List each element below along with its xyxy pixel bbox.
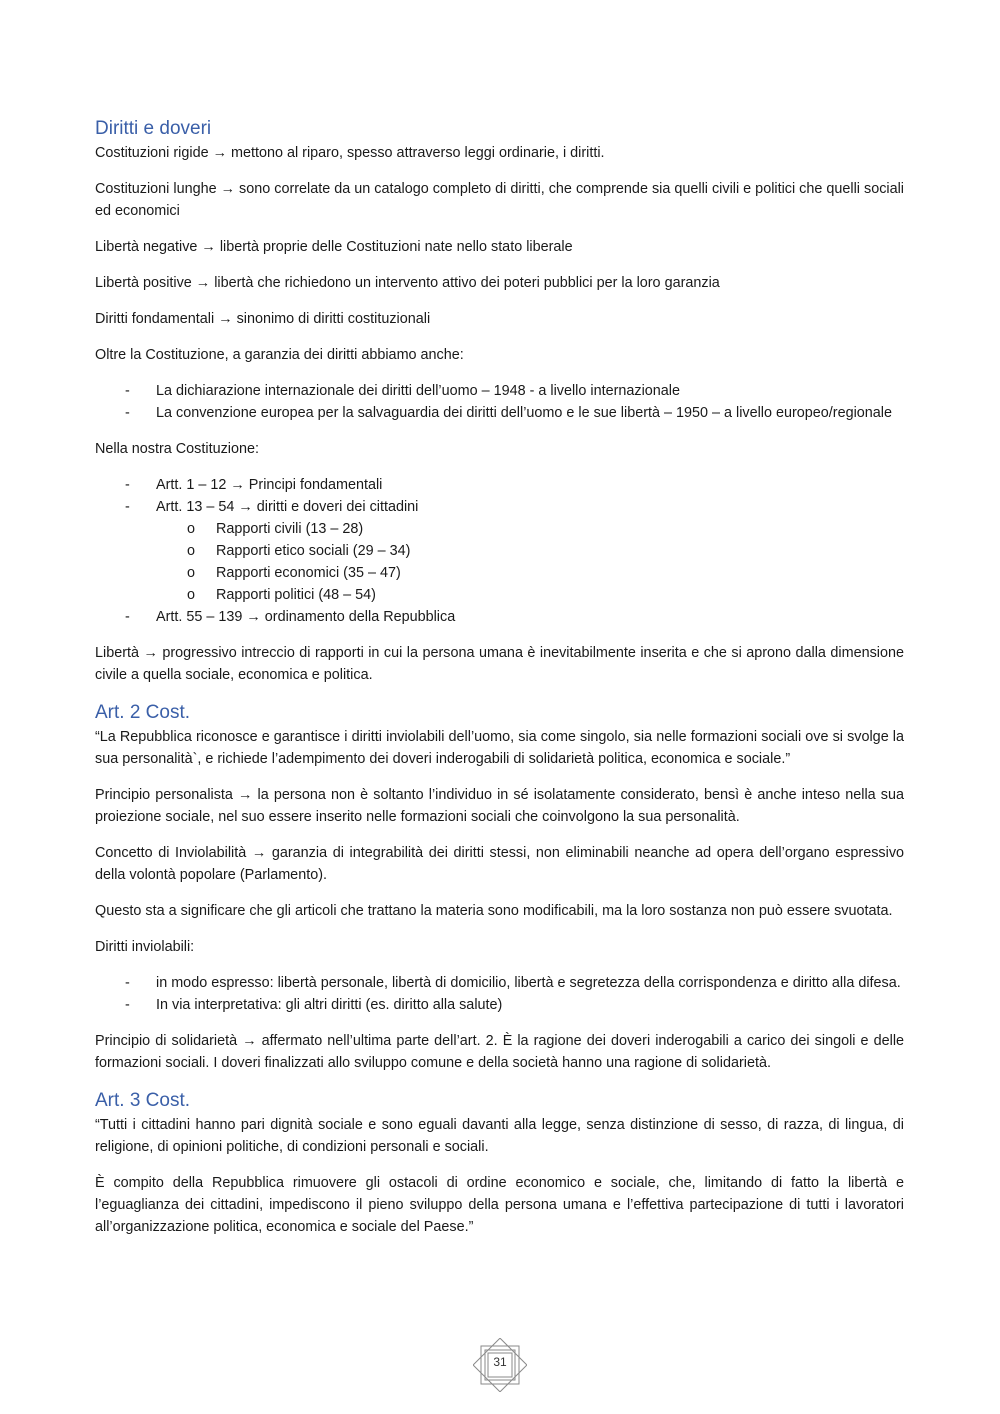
section-heading-art-2: Art. 2 Cost. xyxy=(95,702,191,723)
list-diritti-inviolabili xyxy=(95,972,904,1016)
quote-art-3-part-2: È compito della Repubblica rimuovere gli ostacoli di ordine economico e sociale, che, limitando di fatto la libertà e l’eguaglianza dei cittadini, impediscono il pieno sviluppo della persona umana e l’effettiva partecipazione di tutti i lavoratori all’organizzazione politica, economica e sociale del Paese.” xyxy=(95,1175,904,1235)
paragraph-inviolabilita: Concetto di Inviolabilità → garanzia di integrabilità dei diritti stessi, non eliminabili neanche ad opera dell’organo espressivo della volontà popolare (Parlamento). xyxy=(95,845,905,883)
paragraph-principio-personalista: Principio personalista → la persona non è soltanto l’individuo in sé isolatamente considerato, bensì è anche inteso nella sua proiezione sociale, nel suo essere inserito nelle formazioni sociali che coinvolgono la sua personalità. xyxy=(95,787,904,825)
arrow-icon: → xyxy=(246,609,261,625)
arrow-icon: → xyxy=(230,477,245,493)
paragraph-costituzioni-lunghe: Costituzioni lunghe → sono correlate da un catalogo completo di diritti, che comprende sia quelli civili e politici che quelli sociali ed economici xyxy=(95,181,905,219)
document-page xyxy=(95,116,904,1252)
page-number: 31 xyxy=(493,1355,507,1369)
arrow-icon: → xyxy=(242,1033,257,1049)
list-item: - In via interpretativa: gli altri diritti (es. diritto alla salute) xyxy=(125,997,503,1013)
sublist-item: o Rapporti economici (35 – 47) xyxy=(187,565,401,581)
section-heading-diritti-doveri: Diritti e doveri xyxy=(95,118,212,139)
list-international-charters xyxy=(95,380,904,424)
list-item: - Artt. 55 – 139 → ordinamento della Repubblica xyxy=(125,609,456,625)
list-item: - La dichiarazione internazionale dei diritti dell’uomo – 1948 - a livello internazionale xyxy=(125,383,680,399)
page-number-badge xyxy=(473,1338,527,1392)
paragraph-nostra-costituzione: Nella nostra Costituzione: xyxy=(95,441,259,457)
sublist-item: o Rapporti civili (13 – 28) xyxy=(187,521,364,537)
arrow-icon: → xyxy=(201,239,216,255)
sublist-item: o Rapporti etico sociali (29 – 34) xyxy=(187,543,411,559)
arrow-icon: → xyxy=(238,499,253,515)
sublist-rapporti xyxy=(156,518,904,606)
quote-art-3-part-1: “Tutti i cittadini hanno pari dignità sociale e sono eguali davanti alla legge, senza distinzione di sesso, di razza, di lingua, di religione, di opinioni politiche, di condizioni personali e sociali. xyxy=(95,1117,904,1155)
arrow-icon: → xyxy=(251,845,267,861)
paragraph-diritti-fondamentali: Diritti fondamentali → sinonimo di diritti costituzionali xyxy=(95,311,431,327)
list-item: - La convenzione europea per la salvaguardia dei diritti dell’uomo e le sue libertà – 1950 – a livello europeo/regionale xyxy=(125,405,893,421)
list-item: - Artt. 1 – 12 → Principi fondamentali xyxy=(125,477,383,493)
arrow-icon: → xyxy=(143,645,158,661)
paragraph-liberta-positive: Libertà positive → libertà che richiedono un intervento attivo dei poteri pubblici per la loro garanzia xyxy=(95,275,720,291)
paragraph-diritti-inviolabili: Diritti inviolabili: xyxy=(95,939,195,955)
arrow-icon: → xyxy=(195,275,211,291)
paragraph-significato: Questo sta a significare che gli articoli che trattano la materia sono modificabili, ma la loro sostanza non può essere svuotata. xyxy=(95,903,893,919)
list-costituzione-articles xyxy=(95,474,904,628)
paragraph-costituzioni-rigide: Costituzioni rigide → mettono al riparo, spesso attraverso leggi ordinarie, i diritti. xyxy=(95,145,605,161)
arrow-icon: → xyxy=(238,787,253,803)
section-heading-art-3: Art. 3 Cost. xyxy=(95,1090,191,1111)
paragraph-solidarieta: Principio di solidarietà → affermato nell’ultima parte dell’art. 2. È la ragione dei doveri inderogabili a carico dei singoli e delle formazioni sociali. I doveri finalizzati allo sviluppo comune e della società hanno una ragione di solidarietà. xyxy=(95,1033,905,1071)
arrow-icon: → xyxy=(220,181,236,197)
arrow-icon: → xyxy=(212,145,227,161)
paragraph-liberta-negative: Libertà negative → libertà proprie delle Costituzioni nate nello stato liberale xyxy=(95,239,573,255)
list-item: - Artt. 13 – 54 → diritti e doveri dei cittadini o Rapporti civili (13 – 28) o Rapporti etico sociali (29 – 34) o Rapporti economici (35 – 47) o Rapporti politici (48 – 54) xyxy=(95,496,904,606)
quote-art-2: “La Repubblica riconosce e garantisce i diritti inviolabili dell’uomo, sia come singolo, sia nelle formazioni sociali ove si svolge la sua personalità`, e richiede l’adempimento dei doveri inderogabili di solidarietà politica, economica e sociale.” xyxy=(95,729,904,767)
paragraph-oltre-costituzione: Oltre la Costituzione, a garanzia dei diritti abbiamo anche: xyxy=(95,347,464,363)
arrow-icon: → xyxy=(218,311,233,327)
list-item: - in modo espresso: libertà personale, libertà di domicilio, libertà e segretezza della corrispondenza e diritto alla difesa. xyxy=(125,975,901,991)
sublist-item: o Rapporti politici (48 – 54) xyxy=(187,587,376,603)
paragraph-liberta: Libertà → progressivo intreccio di rapporti in cui la persona umana è inevitabilmente inserita e che si aprono dalla dimensione civile a quella sociale, economica e politica. xyxy=(95,645,905,683)
